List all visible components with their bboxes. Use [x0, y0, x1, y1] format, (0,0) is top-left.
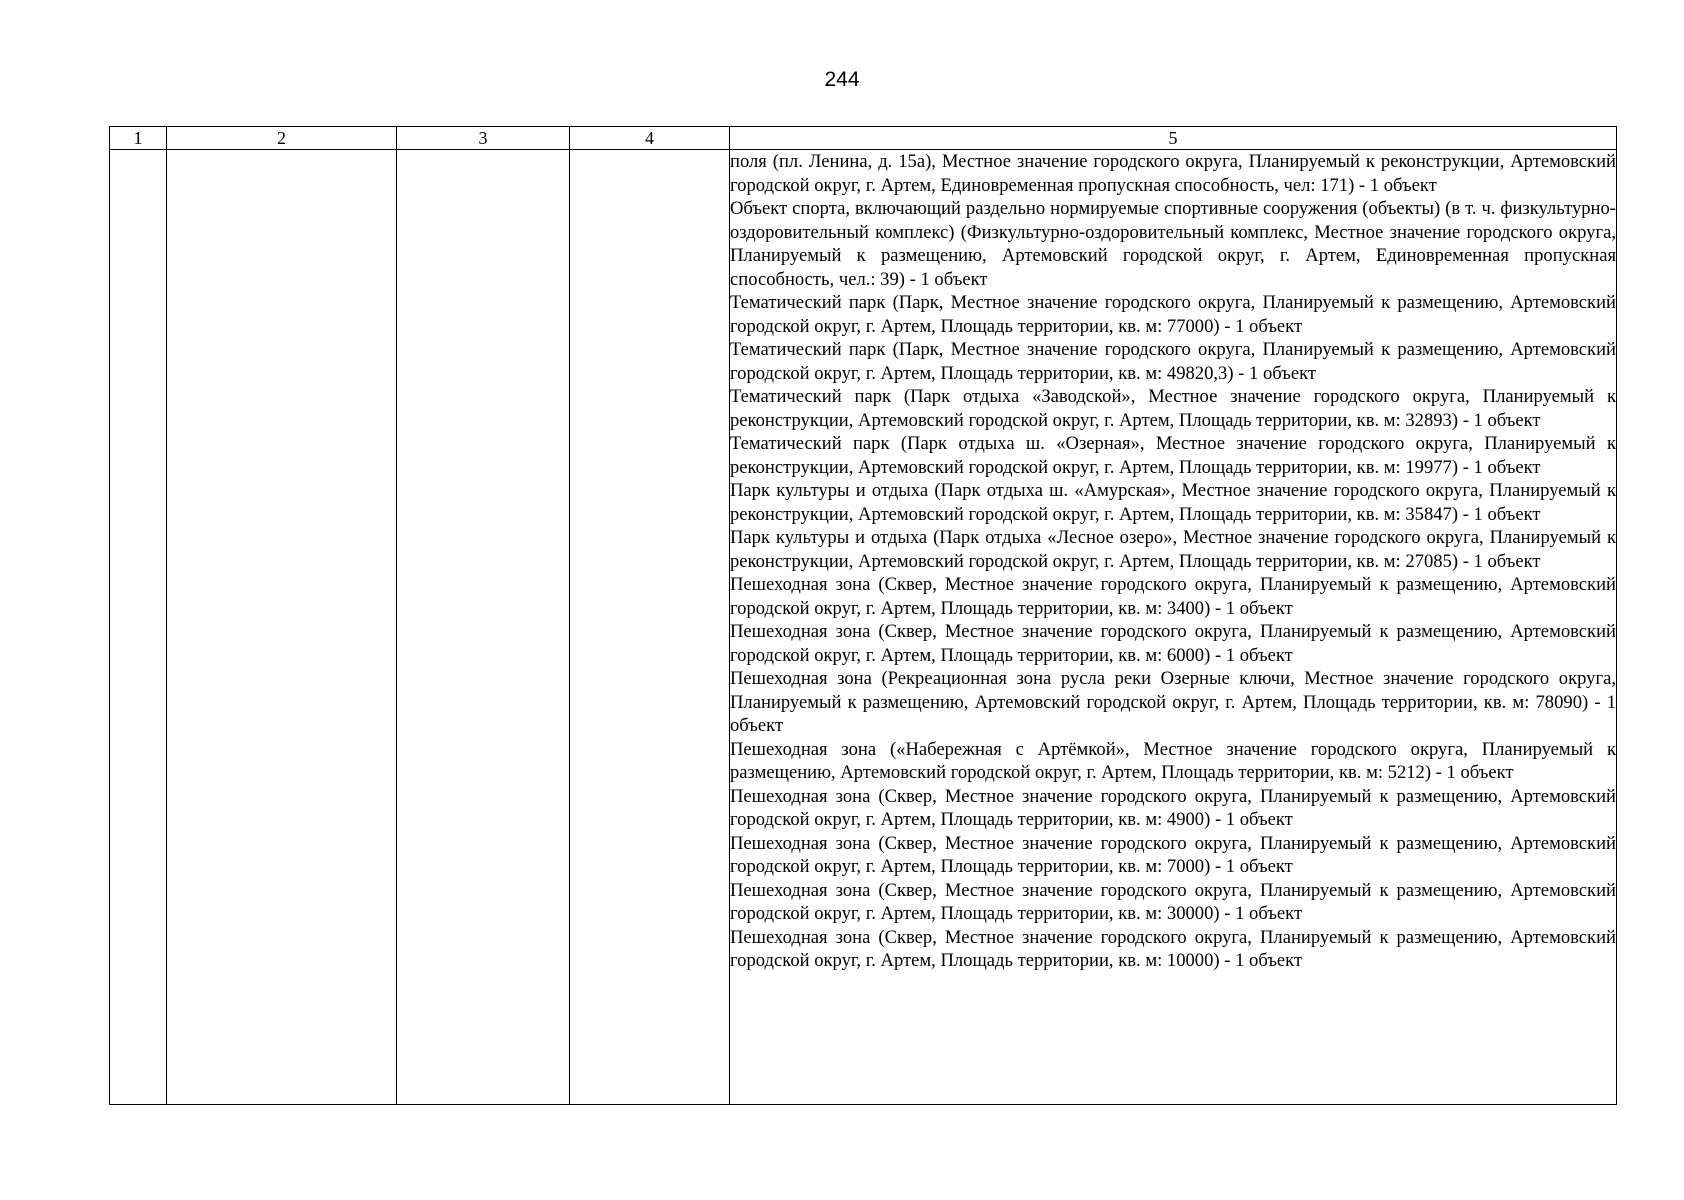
table-cell-col2: [167, 150, 397, 1105]
table-cell-col5: [730, 150, 1617, 1105]
object-entry: Тематический парк (Парк, Местное значение городского округа, Планируемый к размещению, Артемовский городской округ, г. Артем, Площадь территории, кв. м: 49820,3) - 1 объект: [730, 339, 1616, 384]
object-entry: Пешеходная зона (Рекреационная зона русла реки Озерные ключи, Местное значение городского округа, Планируемый к размещению, Артемовский городской округ, г. Артем, Площадь территории, кв. м: 78090) - 1 объект: [730, 668, 1616, 736]
object-entry: Пешеходная зона (Сквер, Местное значение городского округа, Планируемый к размещению, Артемовский городской округ, г. Артем, Площадь территории, кв. м: 30000) - 1 объект: [730, 879, 1616, 924]
object-entry: Тематический парк (Парк отдыха «Заводской», Местное значение городского округа, Планируемый к реконструкции, Артемовский городской округ, г. Артем, Площадь территории, кв. м: 32893) - 1 объект: [730, 386, 1616, 431]
column-header-5: 5: [730, 127, 1617, 150]
column-header-1: 1: [110, 127, 167, 150]
object-entry: Объект спорта, включающий раздельно нормируемые спортивные сооружения (объекты) (в т. ч. физкультурно-оздоровительный комплекс) (Физкультурно-оздоровительный комплекс, Местное значение городского округа, Планируемый к размещению, Артемовский городской округ, г. Артем, Единовременная пропускная способность, чел.: 39) - 1 объект: [730, 198, 1616, 290]
table-cell-col3: [397, 150, 570, 1105]
column-header-2: 2: [167, 127, 397, 150]
object-entry: Пешеходная зона (Сквер, Местное значение городского округа, Планируемый к размещению, Артемовский городской округ, г. Артем, Площадь территории, кв. м: 3400) - 1 объект: [730, 574, 1616, 619]
document-table: [109, 126, 1617, 1105]
object-entry: Пешеходная зона (Сквер, Местное значение городского округа, Планируемый к размещению, Артемовский городской округ, г. Артем, Площадь территории, кв. м: 6000) - 1 объект: [730, 621, 1616, 666]
table-cell-col4: [570, 150, 730, 1105]
table-row: [110, 150, 1617, 1105]
table-header-row: [110, 127, 1617, 150]
object-entry: Парк культуры и отдыха (Парк отдыха «Лесное озеро», Местное значение городского округа, Планируемый к реконструкции, Артемовский городской округ, г. Артем, Площадь территории, кв. м: 27085) - 1 объект: [730, 527, 1616, 572]
table-cell-col1: [110, 150, 167, 1105]
object-entry: Пешеходная зона (Сквер, Местное значение городского округа, Планируемый к размещению, Артемовский городской округ, г. Артем, Площадь территории, кв. м: 10000) - 1 объект: [730, 926, 1616, 971]
object-entry: Парк культуры и отдыха (Парк отдыха ш. «Амурская», Местное значение городского округа, Планируемый к реконструкции, Артемовский городской округ, г. Артем, Площадь территории, кв. м: 35847) - 1 объект: [730, 480, 1616, 525]
object-entry: Пешеходная зона (Сквер, Местное значение городского округа, Планируемый к размещению, Артемовский городской округ, г. Артем, Площадь территории, кв. м: 4900) - 1 объект: [730, 785, 1616, 830]
object-entry: Пешеходная зона («Набережная с Артёмкой», Местное значение городского округа, Планируемый к размещению, Артемовский городской округ, г. Артем, Площадь территории, кв. м: 5212) - 1 объект: [730, 738, 1616, 783]
column-header-3: 3: [397, 127, 570, 150]
column-header-4: 4: [570, 127, 730, 150]
object-entry: Пешеходная зона (Сквер, Местное значение городского округа, Планируемый к размещению, Артемовский городской округ, г. Артем, Площадь территории, кв. м: 7000) - 1 объект: [730, 832, 1616, 877]
page-number: 244: [824, 68, 860, 91]
object-entry: Тематический парк (Парк, Местное значение городского округа, Планируемый к размещению, Артемовский городской округ, г. Артем, Площадь территории, кв. м: 77000) - 1 объект: [730, 292, 1616, 337]
object-entry: Тематический парк (Парк отдыха ш. «Озерная», Местное значение городского округа, Планируемый к реконструкции, Артемовский городской округ, г. Артем, Площадь территории, кв. м: 19977) - 1 объект: [730, 433, 1616, 478]
object-entry: поля (пл. Ленина, д. 15а), Местное значение городского округа, Планируемый к реконструкции, Артемовский городской округ, г. Артем, Единовременная пропускная способность, чел: 171) - 1 объект: [730, 151, 1616, 196]
